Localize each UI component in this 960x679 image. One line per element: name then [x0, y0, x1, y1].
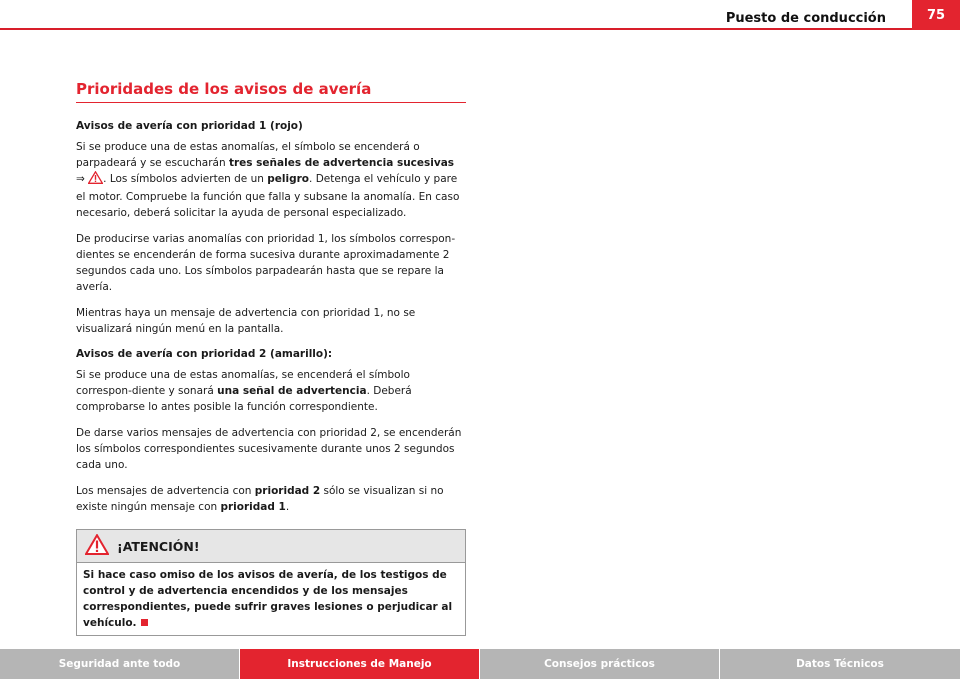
warning-triangle-icon[interactable] [88, 171, 103, 189]
section-title: Prioridades de los avisos de avería [76, 80, 466, 103]
attention-box [76, 529, 466, 636]
paragraph-1 [76, 139, 466, 221]
subheading-priority-1: Avisos de avería con prioridad 1 (rojo) [76, 120, 303, 132]
text-run: . Deberá comprobarse lo antes posible la función correspondiente. [76, 385, 412, 413]
text-run: Si se produce una de estas anomalías, se encenderá el símbolo correspon-diente y sonará [76, 369, 410, 397]
bold-run: tres señales de advertencia sucesivas [228, 157, 455, 169]
footer-tab-datos[interactable]: Datos Técnicos [720, 649, 960, 679]
footer-tab-seguridad[interactable]: Seguridad ante todo [0, 649, 239, 679]
page-header-title: Puesto de conducción [725, 11, 886, 26]
text-run: Si se produce una de estas anomalías, el símbolo se encenderá o parpadeará y se escucharán [76, 141, 420, 169]
attention-title: ¡ATENCIÓN! [117, 538, 200, 554]
subheading-priority-2: Avisos de avería con prioridad 2 (amarillo): [76, 348, 333, 360]
text-run: . [285, 501, 290, 513]
attention-text: Si hace caso omiso de los avisos de avería, de los testigos de control y de advertencia encendidos y de los mensajes correspondientes, puede sufrir graves lesiones o perjudicar al vehículo. [83, 569, 453, 629]
main-content [76, 80, 466, 636]
paragraph-2: De producirse varias anomalías con prioridad 1, los símbolos correspon-dientes se encenderán de forma sucesiva durante aproximadamente 2 segundos cada uno. Los símbolos parpadearán hasta que se repare la avería. [76, 233, 456, 293]
footer-tab-consejos[interactable]: Consejos prácticos [480, 649, 719, 679]
warning-triangle-icon [85, 534, 109, 559]
footer-nav [0, 649, 960, 679]
footer-tab-instrucciones[interactable]: Instrucciones de Manejo [240, 649, 479, 679]
page-number: 75 [912, 0, 960, 30]
text-run: Los mensajes de advertencia con [76, 485, 255, 497]
bold-run: prioridad 1 [220, 501, 286, 513]
text-run: . Detenga el vehículo y pare el motor. Compruebe la función que falla y subsane la anomalía. En caso necesario, deberá solicitar la ayuda de personal especializado. [76, 173, 460, 219]
attention-header [77, 530, 465, 563]
paragraph-4 [76, 367, 466, 415]
bold-run: peligro [267, 173, 310, 185]
header-rule [0, 28, 960, 30]
attention-body [77, 563, 465, 635]
text-run: ⇒ [76, 173, 89, 185]
paragraph-6 [76, 483, 466, 515]
end-square-icon [141, 619, 148, 626]
paragraph-5: De darse varios mensajes de advertencia con prioridad 2, se encenderán los símbolos correspondientes sucesivamente durante unos 2 segundos cada uno. [76, 427, 462, 471]
bold-run: prioridad 2 [254, 485, 321, 497]
bold-run: una señal de advertencia [217, 385, 367, 397]
text-run: sólo se visualizan si no existe ningún mensaje con [76, 485, 444, 513]
paragraph-3: Mientras haya un mensaje de advertencia con prioridad 1, no se visualizará ningún menú en la pantalla. [76, 307, 416, 335]
text-run: . Los símbolos advierten de un [103, 173, 268, 185]
